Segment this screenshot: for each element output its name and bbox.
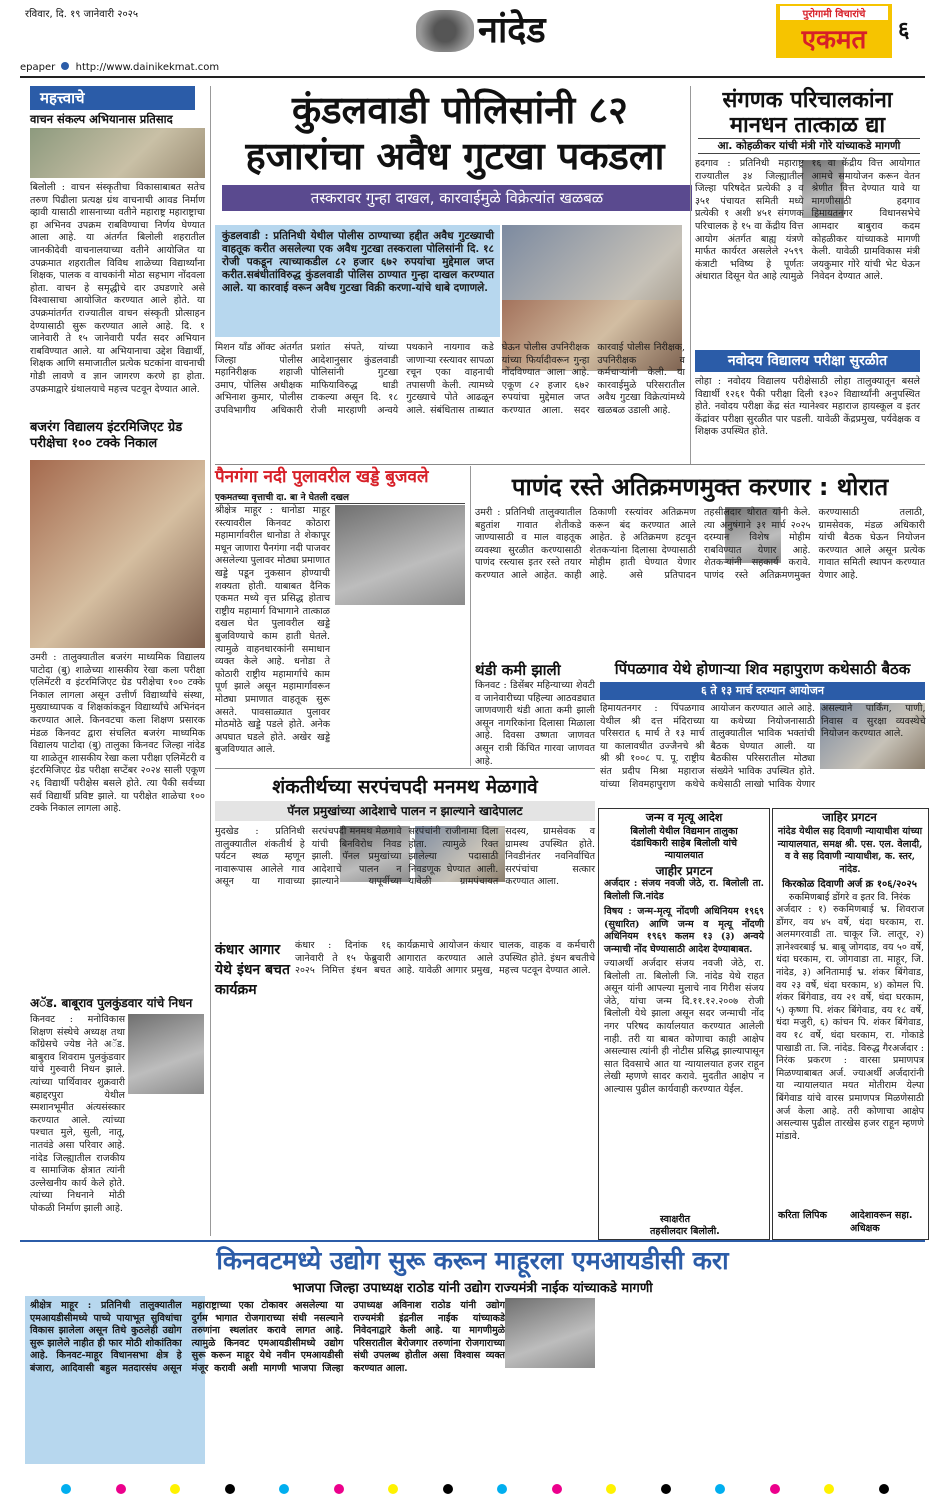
- tagline: पुरोगामी विचारांचे: [780, 6, 888, 20]
- sidebar-section-label: महत्त्वाचे: [30, 86, 195, 110]
- painganga-body: श्रीक्षेत्र माहूर : धानोडा माहूर रस्त्यावरील किनवट कोठारा महामार्गावरील धानोडा ते शेकापूर मधून जाणारा पैनगंगा नदी पाजवर असलेल्या पुलावर मोठ्या प्रमाणात खड्डे पडून नुकसान होण्याची शक्यता होती. याबाबत दैनिक एकमत मध्ये वृत्त प्रसिद्ध होताच राष्ट्रीय महामार्ग विभागाने तात्काळ दखल घेत पुलावरील खड्डे बुजविण्याचे काम हाती घेतले. त्यामुळे वाहनधारकांनी समाधान व्यक्त केले आहे. धनोडा ते कोठारी राष्ट्रीय महामार्गाचे काम पूर्ण झाले असून महामार्गावरून मोठ्या प्रमाणात वाहतूक सुरू असते. पावसाळ्यात पुलावर मोठमोठे खड्डे पडले होते. अनेक अपघात घडले होते. अखेर खड्डे बुजविण्यात आले.: [215, 505, 330, 756]
- painganga-body-cont: [335, 610, 465, 767]
- registration-color-strip: [60, 1484, 890, 1496]
- midc-top-rule: [20, 1240, 925, 1242]
- site-url[interactable]: http://www.dainikekmat.com: [75, 62, 220, 73]
- painganga-photo: [335, 505, 465, 605]
- right-top-headline-1: संगणक परिचालकांना: [722, 88, 893, 113]
- midc-subhead: भाजपा जिल्हा उपाध्यक्ष राठोड यांनी उद्योग राज्यमंत्री नाईक यांच्याकडे मागणी: [292, 1281, 653, 1296]
- lead-headline-line1: कुंडलवाडी पोलिसांनी ८२: [292, 88, 628, 132]
- thorat-headline: पाणंद रस्ते अतिक्रमणमुक्त करणार : थोरात: [511, 473, 889, 501]
- masthead: [0, 0, 945, 73]
- sarpanch-subhead: पॅनल प्रमुखांच्या आदेशाचे पालन न झाल्याने खादेपालट: [215, 801, 595, 821]
- kandhar-body: कंधार : दिनांक १६ जानेवारी ते १५ फेब्रुवारी २०२५ निमित्त इंधन बचत कार्यक्रमाचे आयोजन कंधार आगारात करण्यात आले आहे. यावेळी आगार प्रमुख, चालक, वाहक व कर्मचारी उपस्थित होते. इंधन बचतीचे महत्त्व पटवून देण्यात आले.: [295, 940, 595, 977]
- painganga-headline: पैनगंगा नदी पुलावरील खड्डे बुजवले: [215, 467, 429, 487]
- notice2-title: जाहिर प्रगटन: [822, 810, 877, 824]
- notice1-body: ज्याअर्थी अर्जदार संजय नवजी जेठे, रा. बिलोली ता. बिलोली जि. नांदेड येथे राहत असून यांनी आपल्या मुलाचे नाव गिरीश संजय जेठे, यांचा जन्म दि.११.१२.२००७ रोजी बिलोली येथे झाला असून सदर जन्माची नोंद नगर परिषद कार्यालयात करण्यात आलेली नाही. तरी या बाबत कोणाचा काही आक्षेप असल्यास त्यांनी ही नोटीस प्रसिद्ध झाल्यापासून सात दिवसाचे आत या न्यायालयात हजर राहून लेखी म्हणणे सादर करावे. मुदतीत आक्षेप न आल्यास पुढील कार्यवाही करण्यात येईल.: [604, 958, 764, 1095]
- notice2-case: किरकोळ दिवाणी अर्ज क्र १०६/२०२५: [782, 879, 917, 890]
- sidebar-story1-headline: वाचन संकल्प अभियानास प्रतिसाद: [30, 112, 173, 126]
- thandi-headline: थंडी कमी झाली: [475, 661, 561, 679]
- midc-body-cont: [505, 1372, 595, 1462]
- sidebar-story1-body: बिलोली : वाचन संस्कृतीचा विकासाबाबत सतेच तरुण पिढीला प्रत्यक्ष ग्रंथ वाचनाची आवड निर्माण व्हावी यासाठी शासनाच्या वतीने महाराष्ट्र महाराष्ट्राचा हा अभिनव उपक्रम राबविण्याचा निर्णय घेण्यात आला आहे. या अंतर्गत बिलोली शहरातील जानकीदेवी वाचनालयाच्या वतीने आयोजित या उपक्रमात शहरातील विविध शाळेच्या विद्यार्थ्यांना शिक्षक, पालक व वाचकांनी मोठा सहभाग नोंदवला होता. वाचन हे समृद्धीचे दार उघडणारे असे विश्वासाचा आयोजित करण्यात आले होते. या उपक्रमांतर्गत राज्यातील वाचन संस्कृती प्रोत्साहन देण्यासाठी सुरू करण्यात आले आहे. दि. १ जानेवारी ते १५ जानेवारी पर्यंत सदर अभियान राबविण्यात आले. या अभियानाचा उद्देश विद्यार्थी, शिक्षक आणि समाजातील प्रत्येक घटकांना वाचनाची गोडी लावणे व ज्ञान जागरण करणे हा होता. उपक्रमाद्वारे ग्रंथालयाचे महत्त्व पटवून देण्यात आले.: [30, 182, 205, 395]
- painganga-divider: [470, 466, 471, 766]
- sidebar-story3-body: किनवट : मनोविकास शिक्षण संस्थेचे अध्यक्ष तथा काँग्रेसचे ज्येष्ठ नेते अॅड. बाबुराव शिवराम पुलकुंडवार यांचे गुरुवारी निधन झाले. त्यांच्या पार्थिवावर शुक्रवारी बहाद्दरपुरा येथील स्मशानभूमीत अंत्यसंस्कार करण्यात आले. त्यांच्या पश्चात मुले, सुली, नातू, नातवंडे असा परिवार आहे. नांदेड जिल्ह्यातील राजकीय व सामाजिक क्षेत्रात त्यांनी उल्लेखनीय कार्य केले होते. त्यांच्या निधनाने मोठी पोकळी निर्माण झाली आहे.: [30, 1014, 125, 1214]
- notice2-sign-left: करिता लिपिक: [778, 1210, 827, 1221]
- notice2-body: अर्जदार : १) रुकमिणबाई भ्र. शिवराज डोंगर, वय ४५ वर्षे, धंदा घरकाम, रा. अलमगरवाडी ता. चाकूर जि. लातूर, २) ज्ञानेश्वरबाई भ्र. बाबू जोगदाड, वय ५० वर्षे, धंदा घरकाम, रा. जोगवाडा ता. माहूर, जि. नांदेड, ३) अनितामाई भ्र. शंकर बिंगेवाड, वय २३ वर्षे, धंदा घरकाम, ४) कोमल पि. शंकर बिंगेवाड, वय २१ वर्षे, धंदा घरकाम, ५) कृष्णा पि. शंकर बिंगेवाड, वय १८ वर्षे, धंदा मजुरी, ६) कांचन पि. शंकर बिंगेवाड, वय १८ वर्षे, धंदा घरकाम, रा. गोकाडे पाखाडी ता. जि. नांदेड. विरुद्ध गैरअर्जदार : निरंक प्रकरण : वारसा प्रमाणपत्र मिळण्याबाबत अर्ज. ज्याअर्थी अर्जदारांनी या न्यायालयात मयत मोतीराम येल्पा बिंगेवाड यांचे वारस प्रमाणपत्र मिळणेसाठी अर्ज केला आहे. तरी कोणाचा आक्षेप असल्यास पुढील तारखेस हजर राहून म्हणणे मांडावे.: [776, 904, 924, 1142]
- date-line: रविवार, दि. १९ जानेवारी २०२५: [25, 9, 139, 20]
- notice1-heading: जाहीर प्रगटन: [655, 864, 713, 878]
- lead-body: मिशन यॉंड ऑक्ट अंतर्गत जिल्हा पोलीस महानिरीक्षक शहाजी उमाप, पोलिस अधीक्षक अभिनाश कुमार, पोलीस उपविभागीय अधिकारी प्रशांत संपते, यांच्या आदेशानुसार कुंडलवाडी पोलिसांनी गुटखा माफियाविरुद्ध धाडी टाकल्या असून दि. १८ रोजी मारहाणी अन्वये पथकाने नायगाव कडे जाणाऱ्या रस्त्यावर सापळा रचून एका वाहनाची तपासणी केली. त्यामध्ये गुटख्याचे पोते आढळून आले. संबंधितास ताब्यात घेऊन पोलीस उपनिरीक्षक यांच्या फिर्यादीवरून गुन्हा नोंदविण्यात आला आहे. एकूण ८२ हजार ६७२ रुपयांचा मुद्देमाल जप्त करण्यात आला. सदर कारवाई पोलीस निरीक्षक, उपनिरीक्षक व कर्मचाऱ्यांनी केली. या कारवाईमुळे परिसरातील अवैध गुटखा विक्रेत्यांमध्ये खळबळ उडाली आहे.: [215, 342, 685, 416]
- sidebar-story3-body-cont: [30, 1096, 205, 1226]
- notice1-sub2: दंडाधिकारी साहेब बिलोली यांचे: [631, 838, 737, 849]
- masthead-rule: [20, 76, 925, 78]
- sidebar-story1-photo: [30, 128, 205, 178]
- shiv-body: हिमायतनगर : पिंपळगाव येथील श्री दत्त मंदिराच्या परिसरात ६ मार्च ते १३ मार्च या कालावधीत उज्जैनचे श्री श्री श्री १००८ प. पू. राष्ट्रीय संत प्रदीप मिश्रा महाराज यांच्या शिवमहापुराण कथेचे आयोजन करण्यात आले आहे. या कथेच्या नियोजनासाठी तालुक्यातील भाविक भक्तांची बैठक घेण्यात आली. या बैठकीस परिसरातील मोठ्या संख्येने भाविक उपस्थित होते. कथेसाठी लाखो भाविक येणार: [600, 703, 815, 790]
- brand-logo: एकमत: [801, 25, 867, 55]
- navoday-headline: नवोदय विद्यालय परीक्षा सुरळीत: [695, 350, 920, 372]
- sarpanch-headline: शंकतीर्थच्या सरपंचपदी मनमथ मेळगावे: [272, 776, 538, 798]
- notice1-sign: स्वाक्षरीत: [660, 1214, 691, 1225]
- shiv-subhead: ६ ते १३ मार्च दरम्यान आयोजन: [600, 682, 925, 700]
- page-number: ६: [898, 18, 910, 43]
- globe-icon: [61, 62, 69, 70]
- epaper-label: epaper: [20, 62, 56, 73]
- city-title: नांदेड: [478, 10, 546, 51]
- notice1-sub1: बिलोली येथील विद्यमान तालुका: [630, 826, 738, 837]
- midc-portrait: [505, 1298, 595, 1368]
- sidebar-story2-photo: [30, 460, 205, 648]
- notice1-sub3: न्यायालयात: [664, 850, 704, 861]
- epaper-url-bar[interactable]: [20, 62, 219, 73]
- lead-subhead: तस्करावर गुन्हा दाखल, कारवाईमुळे विक्रेत्यांत खळबळ: [222, 185, 692, 211]
- notice2-case2: रुकमिणबाई डोंगरे व इतर वि. निरंक: [788, 892, 911, 903]
- right-top-headline-2: मानधन तात्काळ द्या: [729, 113, 886, 138]
- lead-divider: [690, 86, 691, 464]
- band-rule-2: [215, 768, 595, 769]
- sidebar-story2-headline: बजरंग विद्यालय इंटरमिजिएट ग्रेड परीक्षेचा १०० टक्के निकाल: [30, 420, 183, 451]
- thandi-body: किनवट : डिसेंबर महिन्याच्या शेवटी व जानेवारीच्या पहिल्या आठवड्यात जाणवणारी थंडी आता कमी झाली असून नागरिकांना दिलासा मिळाला आहे. दिवसा उष्णता जाणवत असून रात्री किंचित गारवा जाणवत आहे.: [475, 680, 595, 767]
- masthead-emblem: [416, 10, 474, 52]
- lead-intro: कुंडलवाडी : प्रतिनिधी येथील पोलीस ठाण्याच्या हद्दीत अवैध गुटख्याची वाहतूक करीत असलेल्या एक अवैध गुटखा तस्कराला पोलिसांनी दि. १८ रोजी पकडून त्याच्याकडील ८२ हजार ६७२ रुपयांचा मुद्देमाल जप्त करीत.सबंधीतांविरुद्ध कुंडलवाडी पोलिस ठाण्यात गुन्हा दाखल करण्यात आले. या कारवाई वरून अवैध गुटखा विक्री करणा-यांचे धाबे दणाणले.: [222, 230, 494, 294]
- thorat-body: उमरी : प्रतिनिधी तालुक्यातील बहुतांश गावात शेतीकडे जाण्यासाठी व माल वाहतूक व्यवस्था सुरळीत करण्यासाठी पाणंद रस्त्यास इतर रस्ते तयार करण्यात आले आहेत. काही ठिकाणी रस्त्यांवर अतिक्रमण करून बंद करण्यात आले आहेत. हे अतिक्रमण हटवून शेतकऱ्यांना दिलासा देण्यासाठी मोहीम हाती घेण्यात येणार आहे. असे प्रतिपादन तहसीलदार थोरात यांनी केले. त्या अनुषंगाने ३१ मार्च २०२५ दरम्यान विशेष मोहीम राबविण्यात येणार आहे. शेतकऱ्यांनी सहकार्य करावे. पाणंद रस्ते अतिक्रमणमुक्त करण्यासाठी तलाठी, ग्रामसेवक, मंडळ अधिकारी यांची बैठक घेऊन नियोजन करण्यात आले असून प्रत्येक गावात समिती स्थापन करण्यात येणार आहे.: [475, 507, 925, 581]
- midc-body: श्रीक्षेत्र माहूर : प्रतिनिधी तालुक्यातील एमआयडीसीमध्ये पाच्ये पायाभूत सुविधांचा विकास झालेला असून तिथे कुठलेही उद्योग सुरू झालेले नाहीत ही फार मोठी शोकांतिका आहे. किनवट-माहूर विधानसभा क्षेत्र हे बंजारा, आदिवासी बहुल मतदारसंघ असून महाराष्ट्राच्या एका टोकावर असलेल्या या दुर्गम भागात रोजगाराच्या संधी नसल्याने तरुणांना स्थलांतर करावे लागत आहे. त्यामुळे किनवट एमआयडीसीमध्ये उद्योग सुरू करून माहूर येथे नवीन एमआयडीसी मंजूर करावी अशी मागणी भाजपा जिल्हा उपाध्यक्ष अविनाश राठोड यांनी उद्योग राज्यमंत्री इंद्रनील नाईक यांच्याकडे निवेदनाद्वारे केली आहे. या मागणीमुळे परिसरातील बेरोजगार तरुणांना रोजगाराच्या संधी उपलब्ध होतील असा विश्वास व्यक्त करण्यात आला.: [30, 1300, 505, 1374]
- lead-headline-line2: हजारांचा अवैध गुटखा पकडला: [245, 134, 665, 178]
- sidebar-story3-headline: अॅड. बाबूराव पुलकुंडवार यांचे निधन: [30, 996, 193, 1010]
- notice2-sign-right: आदेशावरून सहा. अधिक्षक: [850, 1210, 913, 1234]
- notice1-parties: अर्जदार : संजय नवजी जेठे, रा. बिलोली ता. बिलोली जि.नांदेड: [604, 878, 764, 902]
- sidebar-divider: [210, 86, 211, 1236]
- kandhar-headline: कंधार आगार येथे इंधन बचत कार्यक्रम: [215, 942, 290, 998]
- painganga-tag: एकमतच्या वृत्ताची दा. बा ने घेतली दखल: [215, 490, 465, 504]
- sidebar-story2-body: उमरी : तालुक्यातील बजरंग माध्यमिक विद्यालय पाटोदा (बु) शाळेच्या शासकीय रेखा कला परीक्षा एलिमेंटरी व इंटरमिजिएट ग्रेड परीक्षेचा १०० टक्के निकाल लागला असून उत्तीर्ण विद्यार्थ्यांचे संस्था, मुख्याध्यापक व शिक्षकांकडून विद्यार्थ्यांचे अभिनंदन करण्यात आले. किनवटचा कला शिक्षण प्रसारक मंडळ किनवट द्वारा संचलित बजरंग माध्यमिक विद्यालय पाटोदा (बु) तालुका किनवट जिल्हा नांदेड या शाळेतून शासकीय रेखा कला परीक्षा एलिमेंटरी व इंटरमिजिएट ग्रेड परीक्षा सप्टेंबर २०२४ साली एकूण २६ विद्यार्थी परीक्षेस बसले होते. त्या पैकी सर्वच्या सर्व विद्यार्थी प्रविष्ट झाले. या परीक्षेत शाळेचा १०० टक्के निकाल लागला आहे.: [30, 652, 205, 815]
- sidebar-story3-portrait: [128, 1014, 204, 1094]
- midc-headline: किनवटमध्ये उद्योग सुरू करून माहूरला एमआयडीसी करा: [216, 1246, 729, 1275]
- sarpanch-body: मुदखेड : प्रतिनिधी तालुक्यातील शंकतीर्थ हे पर्यटन स्थळ म्हणून नावारूपास आलेले गाव असून या गावाच्या सरपंचपदी मनमथ मेळगावे यांची बिनविरोध निवड झाली. पॅनल प्रमुखांच्या आदेशाचे पालन न झाल्याने यापूर्वीच्या सरपंचांनी राजीनामा दिला होता. त्यामुळे रिक्त झालेल्या पदासाठी निवडणूक घेण्यात आली. यावेळी ग्रामपंचायत सदस्य, ग्रामसेवक व ग्रामस्थ उपस्थित होते. निवडीनंतर नवनिर्वाचित सरपंचांचा सत्कार करण्यात आला.: [215, 826, 595, 888]
- notice1-title: जन्म व मृत्यू आदेश: [645, 811, 723, 824]
- notice2-court: नांदेड येथील सह दिवाणी न्यायाधीश यांच्या न्यायालयात, समक्ष श्री. एस. एल. वेलादी, व वे सह दिवाणी न्यायाधीश, क. स्तर, नांदेड.: [777, 826, 923, 875]
- right-top-subhead: आ. कोहळीकर यांची मंत्री गोरे यांच्याकडे मागणी: [698, 138, 920, 154]
- shiv-headline: पिंपळगाव येथे होणाऱ्या शिव महापुराण कथेसाठी बैठक: [614, 660, 911, 678]
- notice1-subject: विषय : जन्म-मृत्यू नोंदणी अधिनियम १९६९ (सुधारित) आणि जन्म व मृत्यू नोंदणी अधिनियम १९६९ कलम १३ (३) अन्वये जन्माची नोंद घेण्यासाठी आदेश देण्याबाबत.: [604, 906, 764, 955]
- navoday-body: लोहा : नवोदय विद्यालय परीक्षेसाठी लोहा तालुक्यातून बसले विद्यार्थी १२६१ पैकी परीक्षा दिली १३०२ विद्यार्थ्यांनी अनुपस्थित होते. नवोदय परीक्षा केंद्र संत ग्यानेश्वर महाराज हायस्कूल व इतर केंद्रांवर परीक्षा सुरळीत पार पडली. यावेळी केंद्रप्रमुख, पर्यवेक्षक व शिक्षक उपस्थित होते.: [695, 376, 920, 438]
- right-top-body: हदगाव : प्रतिनिधी महाराष्ट्र राज्यातील ३४ जिल्ह्यातील जिल्हा परिषदेत प्रत्येकी ३ व ३५१ पंचायत समिती मध्ये प्रत्येकी १ अशी ४५१ संगणक परिचालक हे १५ वा केंद्रीय वित्त आयोग अंतर्गत बाह्य यंत्रणे मार्फत कार्यरत असलेले २५९९ कंत्राटी भविष्य हे पूर्णतः अंधारात दिसून येत आहे त्यामुळे १६ वा केंद्रीय वित्त आयोगात आमचे समायोजन करून वेतन श्रेणीत वित्त देण्यात यावे या मागणीसाठी हदगाव हिमायतनगर विधानसभेचे आमदार बाबुराव कदम कोहळीकर यांच्याकडे मागणी केली. यावेळी ग्रामविकास मंत्री जयकुमार गोरे यांची भेट घेऊन निवेदन देण्यात आले.: [695, 158, 920, 283]
- band-rule-1: [215, 464, 925, 465]
- notice1-sign2: तहसीलदार बिलोली.: [650, 1226, 720, 1237]
